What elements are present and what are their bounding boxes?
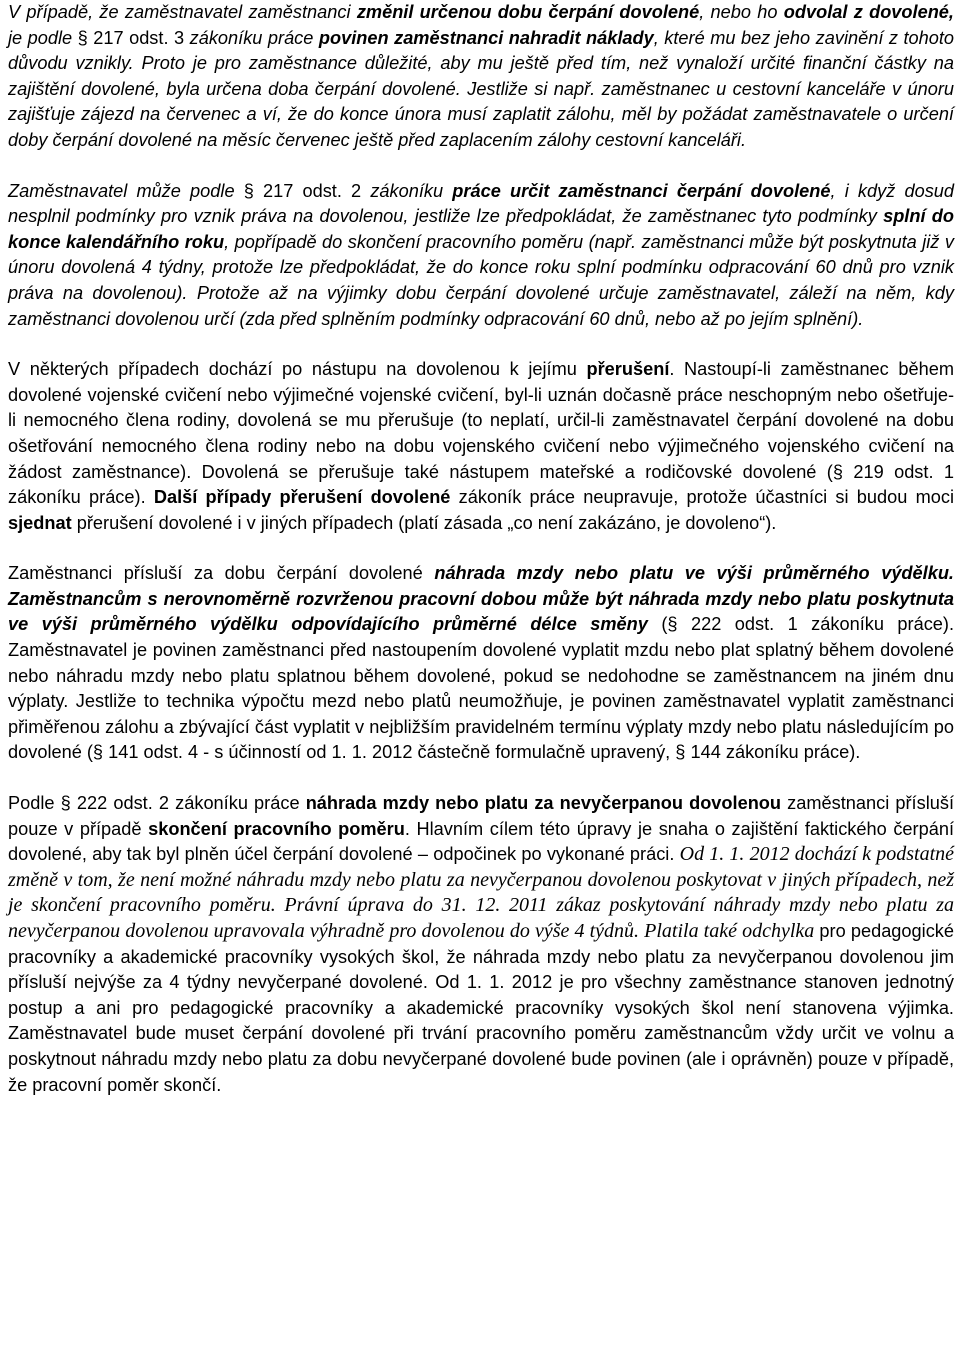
text-run: . Hlavním cílem této úpravy je snaha o zajištění faktického čerpání dovolené, aby tak byl plněn účel čerpání dovolené – odpočinek po vykonané práci. [8,818,954,865]
text-run: přerušení dovolené i v jiných případech (platí zásada „co není zakázáno, je dovoleno“). [71,512,777,533]
paragraph-change-of-leave [8,0,954,154]
text-run: je podle [8,27,78,48]
text-run: Zaměstnanci přísluší za dobu čerpání dovolené [8,563,435,584]
text-run: zákoník práce neupravuje, protože účastníci si budou moci [450,487,954,508]
text-run: zákoníku práce [189,27,319,48]
text-run: odvolal z dovolené, [783,2,954,22]
text-run: , popřípadě do skončení pracovního poměru (např. zaměstnanci může být poskytnuta již v únoru dovolená 4 týdny, protože lze předpokládat, že do konce roku splní podmínku odpracování 60 dnů pro vznik práva na dovolenou). Protože až na výjimky dobu čerpání dovolené určuje zaměstnavatel, záleží na něm, kdy zaměstnanci dovolenou určí (zda před splněním podmínky odpracování 60 dnů, nebo až po jejím splnění). [8,231,954,329]
text-run: náhrada mzdy nebo platu ve výši průměrného výdělku. Zaměstnancům s nerovnoměrně rozvrženou pracovní dobou může být náhrada mzdy nebo platu poskytnuta ve výši průměrného výdělku odpovídajícího průměrné délce směny [8,563,954,635]
text-run: , i když dosud nesplnil podmínky pro vznik práva na dovolenou, jestliže lze předpokládat, že zaměstnanec tyto podmínky [8,180,955,227]
text-run: § 217 odst. 2 [243,180,371,201]
text-run: V některých případech dochází po nástupu na dovolenou k jejímu [8,359,587,380]
text-run: Proto je pro zaměstnance důležité, aby mu ještě před tím, než vynaloží určité finanční částky na zajištění dovolené, byla určena doba čerpání dovolené. Jestliže si např. zaměstnanec u cestovní kanceláře v únoru zajišťuje zájezd na červenec a ví, že do konce února musí zaplatit zálohu, měl by požádat zaměstnavatele o určení doby čerpání dovolené na měsíc červenec ještě před zaplacením zálohy cestovní kanceláři. [8,53,955,150]
paragraph-leave-before-entitlement [8,179,954,333]
text-run: sjednat [8,512,72,533]
text-run: . Nastoupí-li zaměstnanec během dovolené vojenské cvičení nebo výjimečné vojenské cvičení, byl-li uznán dočasně práce neschopným nebo ošetřuje-li nemocného člena rodiny, dovolená se mu přerušuje (to neplatí, určil-li zaměstnavatel čerpání dovolené na dobu ošetřování nemocného člena rodiny nebo na dobu vojenského cvičení nebo výjimečného vojenského cvičení na žádost zaměstnance). Dovolená se přerušuje také nástupem mateřské a rodičovské dovolené (§ 219 odst. 1 zákoníku práce). [8,359,954,508]
text-run: zaměstnanci přísluší pouze v případě [8,793,955,839]
text-run: práce určit zaměstnanci čerpání dovolené [452,180,831,201]
text-run: § 217 odst. 3 [77,27,190,48]
text-run: , které mu bez jeho zavinění z tohoto důvodu vznikly. [8,27,955,74]
paragraph-unused-leave-compensation [8,791,954,1098]
text-run: může podle [136,180,244,201]
text-run: Od 1. 1. 2012 dochází k podstatné změně v tom, že není možné náhradu mzdy nebo platu za nevyčerpanou dovolenou poskytovat v jiných případech, než je skončení pracovního poměru. Právní úprava do 31. 12. 2011 zákaz poskytování náhrady mzdy nebo platu za nevyčerpanou dovolenou upravovala výhradně pro dovolenou do výše 4 týdnů. Platila také odchylka [8,843,955,942]
text-run: Zaměstnavatel [8,180,137,201]
text-run: V případě, že zaměstnavatel zaměstnanci [8,2,357,22]
text-run: splní do konce kalendářního roku [8,206,954,252]
paragraph-wage-compensation [8,561,954,766]
text-run: změnil určenou dobu čerpání dovolené [356,2,700,22]
text-run: přerušení [586,359,670,380]
text-run: Další případy přerušení dovolené [153,487,451,508]
text-run: (§ 222 odst. 1 zákoníku práce). Zaměstnavatel je povinen zaměstnanci před nastoupením dovolené vyplatit mzdu nebo plat splatný během dovolené nebo náhradu mzdy nebo platu splatnou během dovolené, pokud se nedohodne se zaměstnancem na jiném dnu výplaty. Jestliže to technika výpočtu mezd nebo platů neumožňuje, je povinen zaměstnavatel vyplatit zaměstnanci přiměřenou zálohu a zbývající část vyplatit v nejbližším pravidelném termínu výplaty mzdy nebo platu následujícím po dovolené (§ 141 odst. 4 - s účinností od 1. 1. 2012 částečně formulačně upravený, § 144 zákoníku práce). [8,614,955,763]
text-run: Podle § 222 odst. 2 zákoníku práce [8,793,306,814]
text-run: skončení pracovního poměru [148,818,405,839]
text-run: , nebo ho [699,2,784,22]
paragraph-interruption-of-leave [8,357,954,536]
text-run: povinen zaměstnanci nahradit náklady [318,27,654,48]
text-run: pro pedagogické pracovníky a akademické pracovníky vysokých škol, že náhrada mzdy nebo platu za nevyčerpanou dovolenou jim přísluší nejvýše za 4 týdny nevyčerpané dovolené. Od 1. 1. 2012 je pro všechny zaměstnance stanoven jednotný postup a ani pro pedagogické pracovníky a akademické pracovníky vysokých škol není stanovena výjimka. Zaměstnavatel bude muset čerpání dovolené při trvání pracovního poměru zaměstnancům vždy určit ve volnu a poskytnout náhradu mzdy nebo platu za dobu nevyčerpané dovolené bude povinen (ale i oprávněn) pouze v případě, že pracovní poměr skončí. [8,921,954,1095]
text-run: náhrada mzdy nebo platu za nevyčerpanou dovolenou [305,793,782,814]
text-run: zákoníku [370,180,453,201]
